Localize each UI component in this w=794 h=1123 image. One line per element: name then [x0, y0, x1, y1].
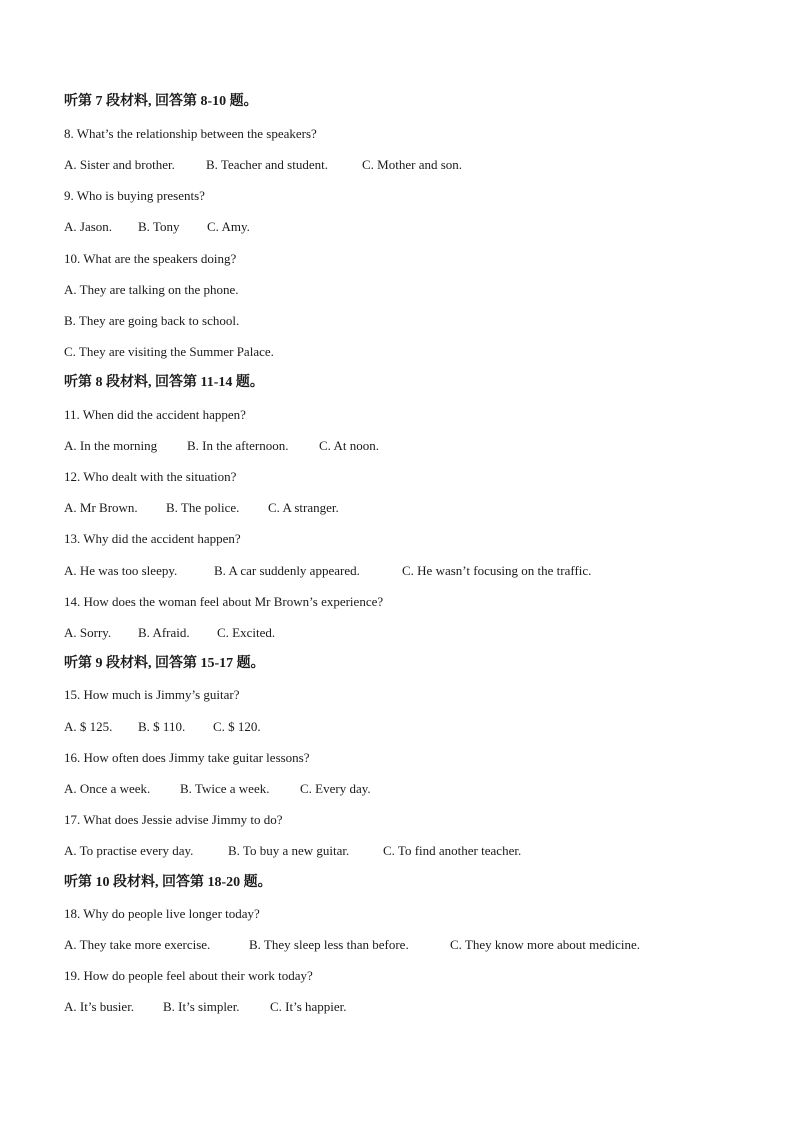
- question-text: 16. How often does Jimmy take guitar lessons?: [64, 750, 310, 765]
- question-text: 15. How much is Jimmy’s guitar?: [64, 687, 240, 702]
- option-b: B. $ 110.: [138, 719, 186, 734]
- option-a: A. Sorry.: [64, 625, 112, 640]
- option-c: C. At noon.: [319, 438, 379, 453]
- options-row: [64, 563, 591, 579]
- option-a: A. Jason.: [64, 219, 113, 234]
- option-b: B. They are going back to school.: [64, 313, 240, 328]
- options-row: [64, 438, 379, 454]
- option-c: C. $ 120.: [213, 719, 261, 734]
- question-text: 10. What are the speakers doing?: [64, 251, 237, 266]
- option-b: B. A car suddenly appeared.: [214, 563, 360, 578]
- option-c: C. They are visiting the Summer Palace.: [64, 344, 274, 359]
- options-row: [64, 625, 275, 641]
- option-c: C. Every day.: [300, 781, 371, 796]
- option-a: A. Once a week.: [64, 781, 151, 796]
- options-row: [64, 999, 347, 1015]
- option-b: B. In the afternoon.: [187, 438, 289, 453]
- option-a: A. They take more exercise.: [64, 937, 211, 952]
- option-c: C. They know more about medicine.: [450, 937, 641, 952]
- question-text: 13. Why did the accident happen?: [64, 531, 241, 546]
- question-text: 18. Why do people live longer today?: [64, 906, 260, 921]
- option-a: A. To practise every day.: [64, 843, 194, 858]
- section-heading: 听第 8 段材料, 回答第 11-14 题。: [64, 375, 264, 390]
- question-text: 17. What does Jessie advise Jimmy to do?: [64, 812, 283, 827]
- section-heading: 听第 7 段材料, 回答第 8-10 题。: [64, 94, 258, 109]
- question-text: 9. Who is buying presents?: [64, 188, 205, 203]
- question-text: 11. When did the accident happen?: [64, 407, 246, 422]
- option-c: C. He wasn’t focusing on the traffic.: [402, 563, 592, 578]
- option-a: A. In the morning: [64, 438, 158, 453]
- option-b: B. Twice a week.: [180, 781, 270, 796]
- option-c: C. A stranger.: [268, 500, 339, 515]
- question-text: 8. What’s the relationship between the speakers?: [64, 126, 317, 141]
- question-text: 19. How do people feel about their work today?: [64, 968, 313, 983]
- options-row: [64, 843, 521, 859]
- question-text: 14. How does the woman feel about Mr Brown’s experience?: [64, 594, 384, 609]
- options-row: [64, 719, 261, 735]
- options-row: [64, 157, 462, 173]
- options-row: [64, 219, 250, 235]
- question-text: 12. Who dealt with the situation?: [64, 469, 237, 484]
- option-b: B. Tony: [138, 219, 180, 234]
- option-b: B. It’s simpler.: [163, 999, 240, 1014]
- option-c: C. It’s happier.: [270, 999, 347, 1014]
- option-b: B. The police.: [166, 500, 240, 515]
- option-a: A. $ 125.: [64, 719, 113, 734]
- options-row: [64, 500, 339, 516]
- options-row: [64, 937, 640, 953]
- option-c: C. Mother and son.: [362, 157, 463, 172]
- option-a: A. They are talking on the phone.: [64, 282, 239, 297]
- option-c: C. Excited.: [217, 625, 276, 640]
- options-row: [64, 781, 371, 797]
- option-b: B. To buy a new guitar.: [228, 843, 350, 858]
- option-b: B. They sleep less than before.: [249, 937, 409, 952]
- option-a: A. Mr Brown.: [64, 500, 138, 515]
- option-a: A. Sister and brother.: [64, 157, 175, 172]
- option-c: C. To find another teacher.: [383, 843, 522, 858]
- option-b: B. Teacher and student.: [206, 157, 328, 172]
- option-a: A. He was too sleepy.: [64, 563, 178, 578]
- option-a: A. It’s busier.: [64, 999, 135, 1014]
- option-c: C. Amy.: [207, 219, 250, 234]
- option-b: B. Afraid.: [138, 625, 190, 640]
- section-heading: 听第 9 段材料, 回答第 15-17 题。: [64, 656, 265, 671]
- section-heading: 听第 10 段材料, 回答第 18-20 题。: [64, 875, 272, 890]
